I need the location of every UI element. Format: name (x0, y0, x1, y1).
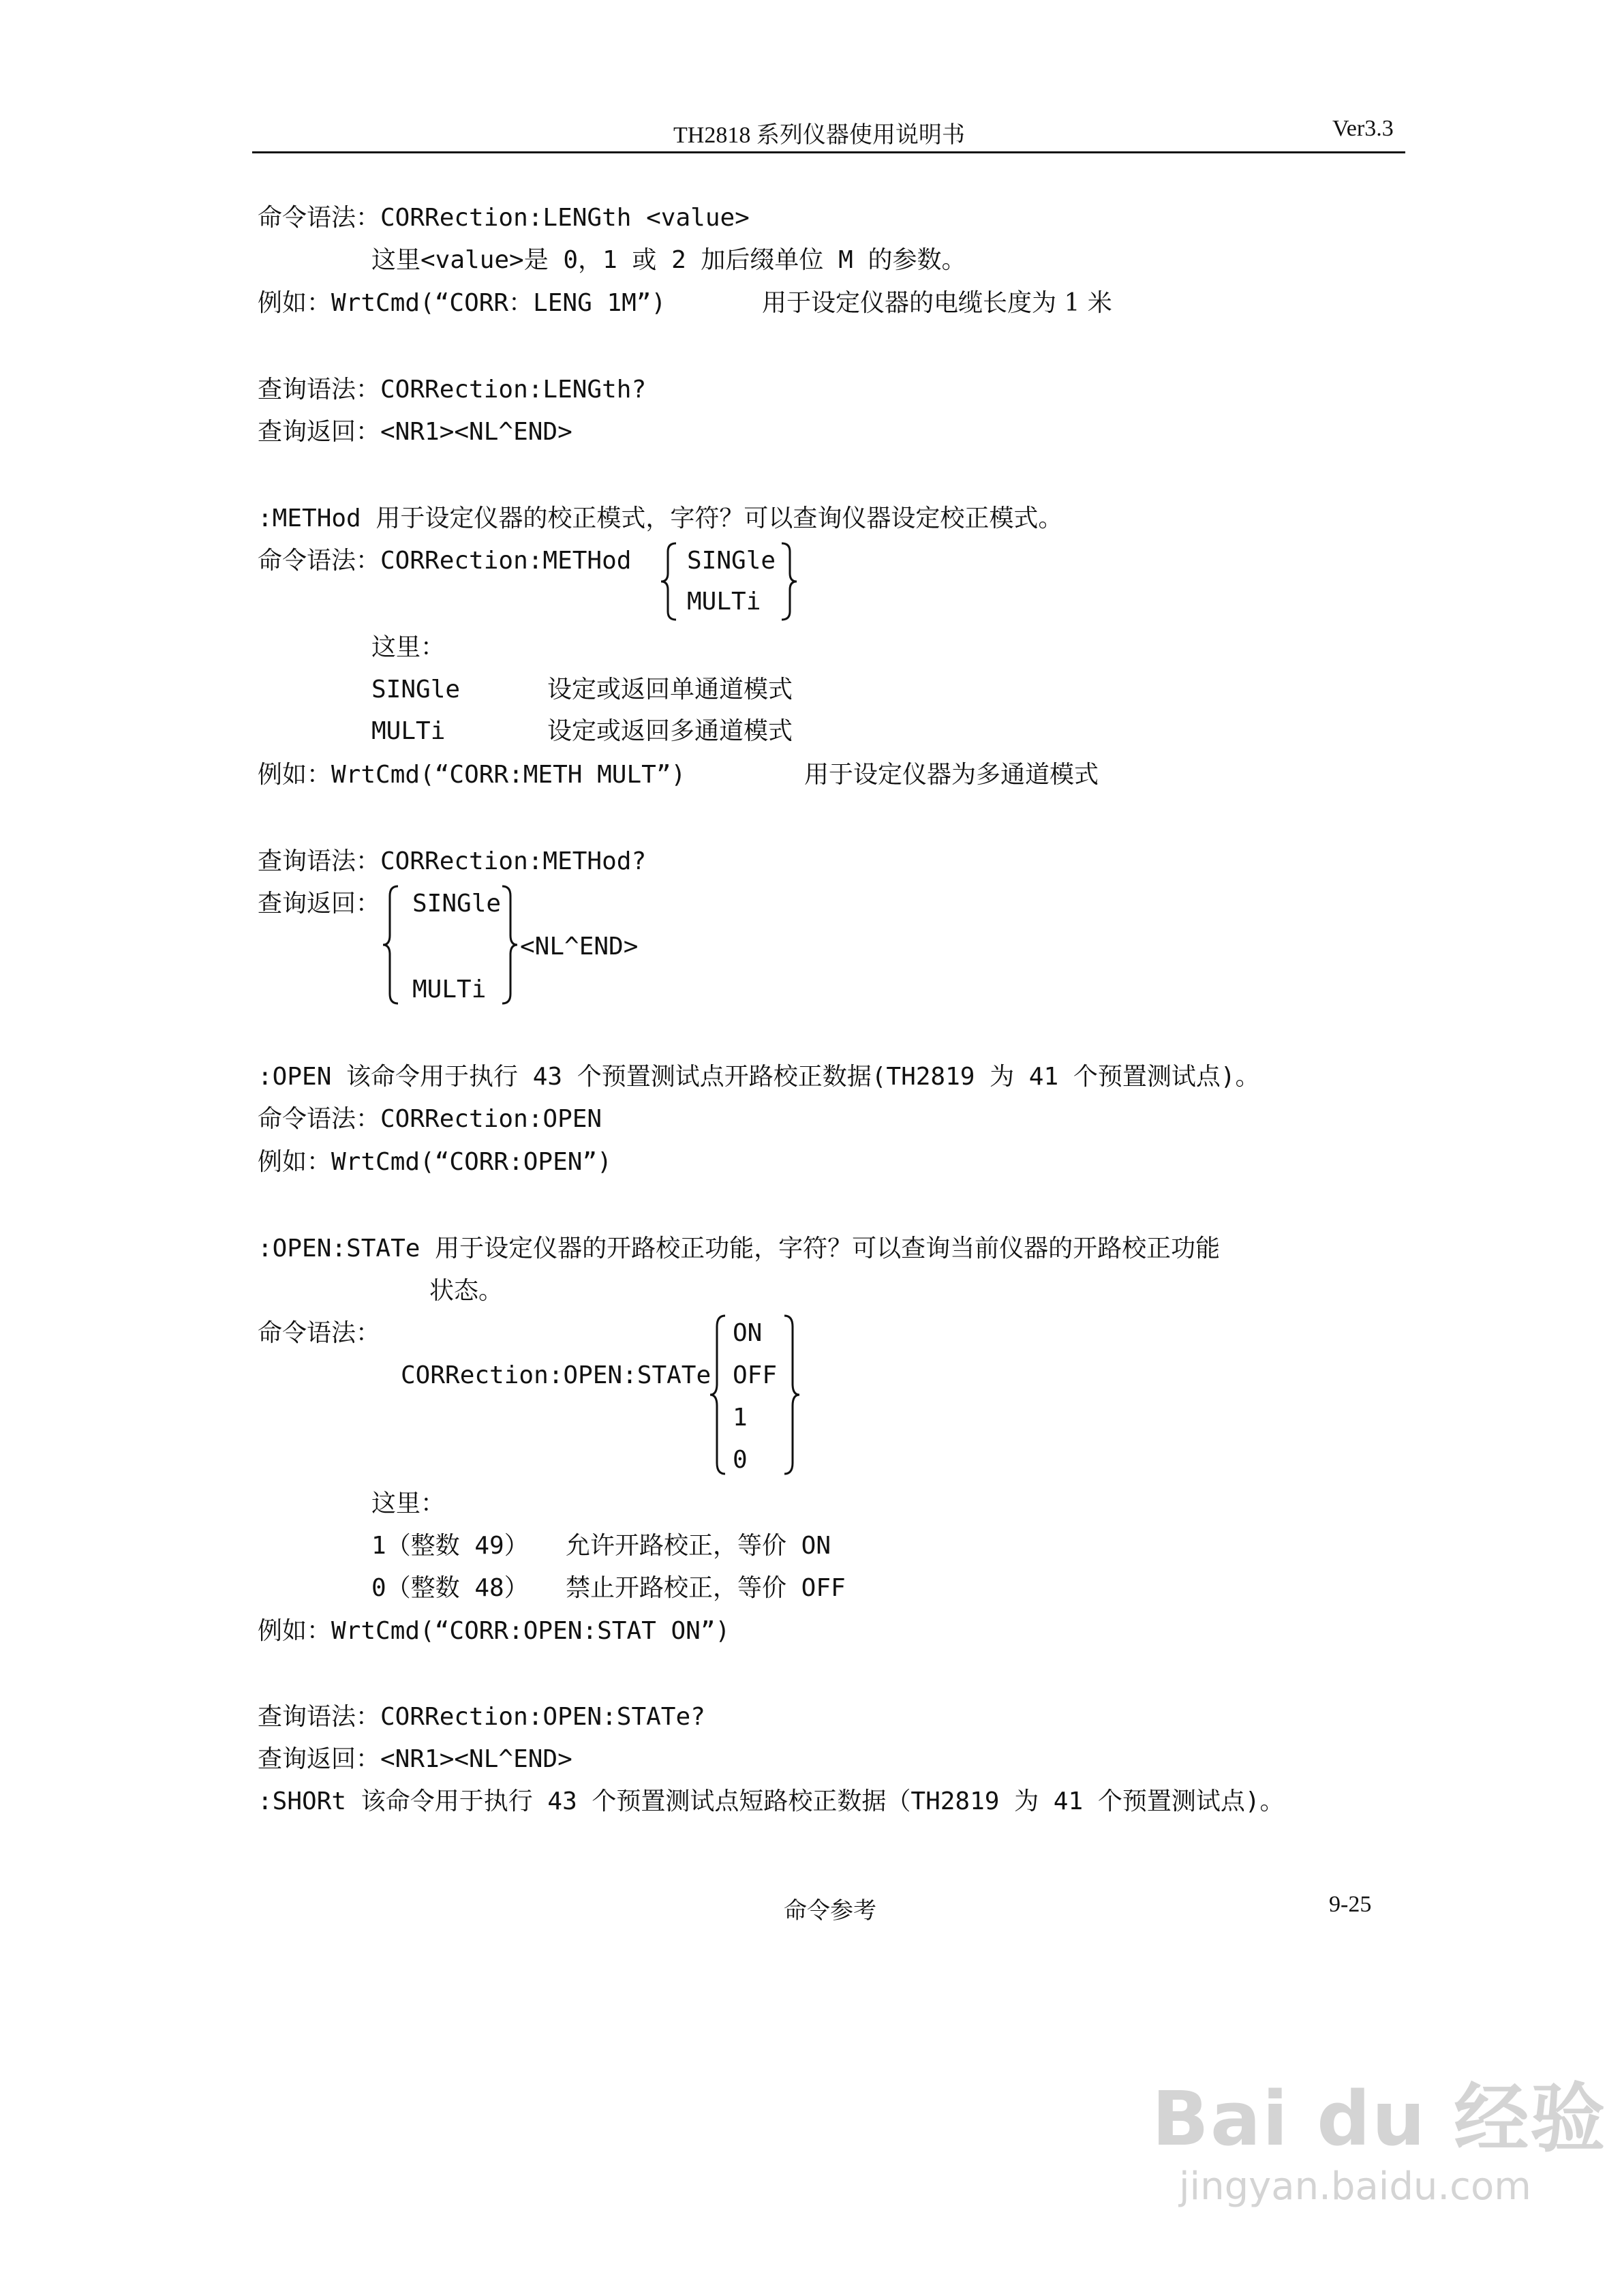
open-state-example: 例如：WrtCmd(“CORR:OPEN:STAT ON”) (258, 1617, 731, 1645)
open-state-syntax-cmd: CORRection:OPEN:STATe (401, 1361, 711, 1389)
open-example: 例如：WrtCmd(“CORR:OPEN”) (258, 1148, 612, 1176)
open-state-opt-0: 0 (733, 1446, 748, 1474)
method-example-note: 用于设定仪器为多通道模式 (804, 761, 1099, 789)
header-rule (252, 151, 1405, 153)
length-query-return: 查询返回：<NR1><NL^END> (258, 418, 572, 446)
open-state-query: 查询语法：CORRection:OPEN:STATe? (258, 1703, 705, 1731)
length-example-note: 用于设定仪器的电缆长度为 1 米 (762, 289, 1112, 317)
open-state-row2-desc: 禁止开路校正，等价 OFF (566, 1574, 846, 1602)
footer-page: 9-25 (1329, 1892, 1372, 1917)
method-syntax: 命令语法：CORRection:METHod (258, 547, 632, 575)
header-title: TH2818 系列仪器使用说明书 (673, 123, 965, 148)
method-example: 例如：WrtCmd(“CORR:METH MULT”) (258, 761, 686, 789)
short-intro: :SHORt 该命令用于执行 43 个预置测试点短路校正数据（TH2819 为 41 个预置测试点)。 (258, 1787, 1285, 1815)
open-state-left-brace (709, 1313, 728, 1477)
method-right-brace (779, 541, 798, 622)
open-state-row1-key: 1（整数 49） (371, 1532, 529, 1560)
header-version: Ver3.3 (1332, 116, 1394, 141)
method-opt-single: SINGle (687, 547, 776, 575)
method-intro: :METHod 用于设定仪器的校正模式，字符？可以查询仪器设定校正模式。 (258, 504, 1063, 532)
open-state-opt-off: OFF (733, 1361, 778, 1389)
open-intro: :OPEN 该命令用于执行 43 个预置测试点开路校正数据(TH2819 为 41 个预置测试点)。 (258, 1063, 1260, 1091)
open-state-where: 这里： (371, 1490, 446, 1517)
length-desc: 这里<value>是 0，1 或 2 加后缀单位 M 的参数。 (371, 246, 966, 274)
method-return-label: 查询返回： (258, 890, 381, 918)
open-state-opt-on: ON (733, 1319, 763, 1347)
open-state-intro-cont: 状态。 (429, 1277, 504, 1305)
watermark-url: jingyan.baidu.com (1179, 2164, 1531, 2209)
method-return-single: SINGle (412, 890, 502, 918)
open-state-opt-1: 1 (733, 1404, 748, 1432)
method-single-desc: 设定或返回单通道模式 (547, 676, 793, 704)
open-state-right-brace (782, 1313, 801, 1477)
method-return-end: <NL^END> (520, 933, 639, 961)
method-left-brace (660, 541, 679, 622)
length-syntax: 命令语法：CORRection:LENGth <value> (258, 204, 750, 232)
footer-section: 命令参考 (784, 1899, 876, 1924)
method-return-left-brace (382, 883, 401, 1006)
open-state-query-return: 查询返回：<NR1><NL^END> (258, 1745, 572, 1773)
open-state-row1-desc: 允许开路校正，等价 ON (566, 1532, 831, 1560)
open-state-row2-key: 0（整数 48） (371, 1574, 529, 1602)
open-state-intro: :OPEN:STATe 用于设定仪器的开路校正功能，字符？可以查询当前仪器的开路校正功能 (258, 1235, 1221, 1263)
length-query: 查询语法：CORRection:LENGth? (258, 376, 647, 404)
method-multi-key: MULTi (371, 717, 446, 745)
method-where: 这里： (371, 633, 446, 661)
method-multi-desc: 设定或返回多通道模式 (547, 717, 793, 745)
method-return-multi: MULTi (412, 976, 487, 1003)
method-query: 查询语法：CORRection:METHod? (258, 847, 647, 875)
open-state-syntax-label: 命令语法： (258, 1319, 381, 1347)
method-single-key: SINGle (371, 676, 461, 704)
method-opt-multi: MULTi (687, 588, 761, 616)
length-example: 例如：WrtCmd(“CORR：LENG 1M”) (258, 289, 667, 317)
method-return-right-brace (500, 883, 519, 1006)
open-syntax: 命令语法：CORRection:OPEN (258, 1105, 602, 1133)
watermark-logo: Bai du 经验 (1152, 2075, 1607, 2162)
